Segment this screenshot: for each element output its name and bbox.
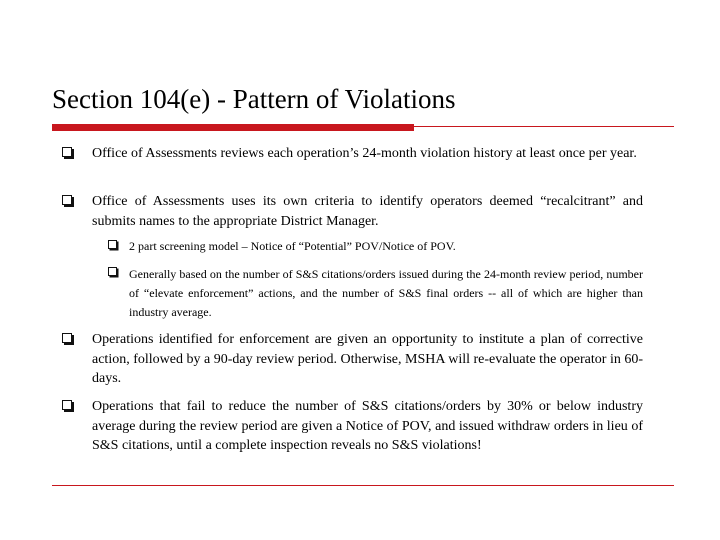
bullet-item	[62, 144, 643, 164]
square-bullet-icon	[62, 147, 72, 157]
bullet-text: Operations identified for enforcement are given an opportunity to institute a plan of corrective action, followed by a 90-day review period. Otherwise, MSHA will re-evaluate the operator in 60-days.	[92, 332, 643, 386]
bottom-rule	[52, 485, 674, 486]
bullet-item	[62, 397, 643, 456]
square-bullet-icon	[62, 400, 72, 410]
sub-bullet-text: 2 part screening model – Notice of “Potential” POV/Notice of POV.	[129, 239, 456, 253]
square-bullet-icon	[108, 240, 117, 249]
bullet-text: Office of Assessments reviews each operation’s 24-month violation history at least once per year.	[92, 146, 637, 161]
bullet-item	[62, 330, 643, 389]
bullet-text: Operations that fail to reduce the number of S&S citations/orders by 30% or below industry average during the review period are given a Notice of POV, and issued withdraw orders in lieu of S&S citations, until a complete inspection reveals no S&S violations!	[92, 399, 643, 453]
square-bullet-icon	[62, 195, 72, 205]
title-underline-thick	[52, 124, 414, 131]
title-underline-thin	[414, 126, 674, 127]
sub-bullet-item	[108, 265, 643, 322]
sub-bullet-text: Generally based on the number of S&S citations/orders issued during the 24-month review period, number of “elevate enforcement” actions, and the number of S&S final orders -- all of which are higher than industry average.	[129, 267, 643, 319]
square-bullet-icon	[62, 333, 72, 343]
bullet-text: Office of Assessments uses its own criteria to identify operators deemed “recalcitrant” and submits names to the appropriate District Manager.	[92, 194, 643, 229]
square-bullet-icon	[108, 267, 117, 276]
bullet-item	[62, 192, 643, 231]
sub-bullet-item	[108, 238, 643, 255]
slide-title: Section 104(e) - Pattern of Violations	[52, 84, 456, 114]
